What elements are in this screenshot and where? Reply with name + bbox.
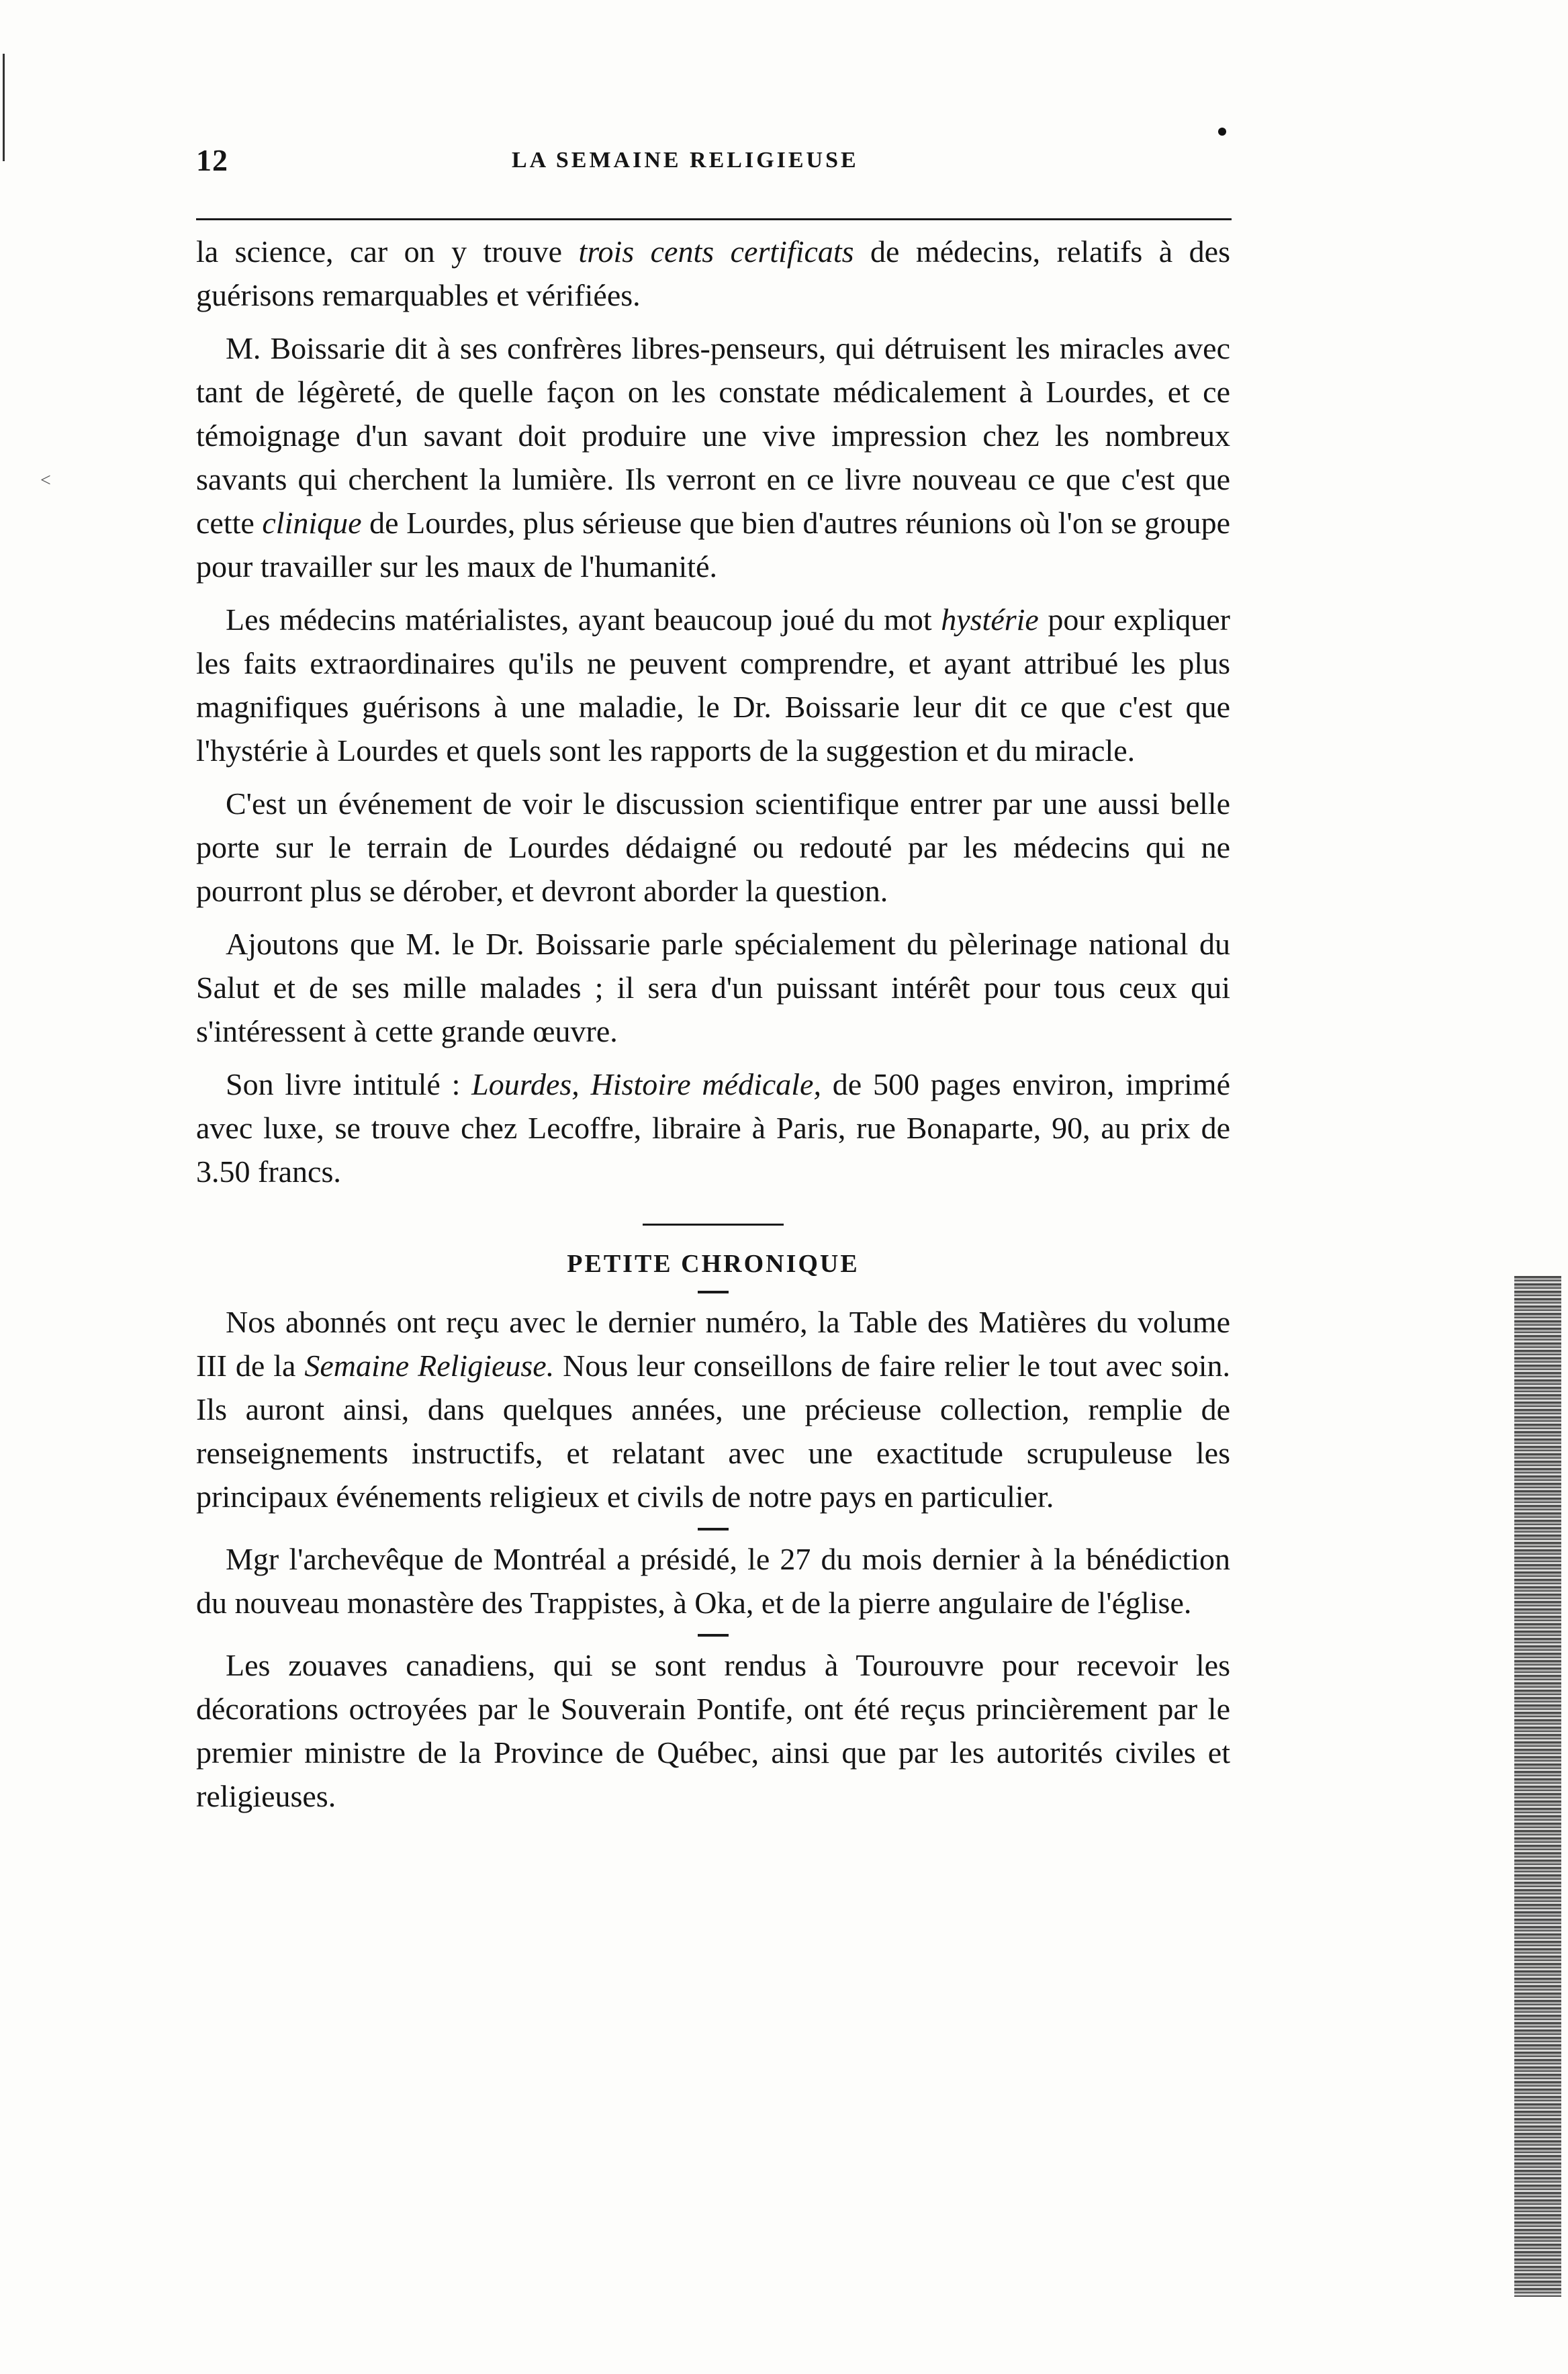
text-run: Nous leur conseillons de faire relier le tout avec soin. Ils auront ainsi, dans quelques années, une précieuse collection, remplie de renseignements instructifs, et relatant avec une exactitude scrupuleuse les principaux événements religieux et civils de notre pays en particulier. [196,1349,1230,1514]
italic-run: hystérie [941,602,1039,637]
text-run: pour expliquer les faits extraordinaires qu'ils ne peuvent comprendre, et ayant attribué les plus magnifiques guérisons à une maladie, le Dr. Boissarie leur dit ce que c'est que l'hystérie à Lourdes et quels sont les rapports de la suggestion et du miracle. [196,602,1230,768]
page-header [196,142,1230,183]
paragraph: Ajoutons que M. le Dr. Boissarie parle spécialement du pèlerinage national du Salut et de ses mille malades ; il sera d'un puissant intérêt pour tous ceux qui s'intéressent à cette grande œuvre. [196,927,1230,1048]
section-rule [643,1224,784,1226]
margin-mark: < [40,470,51,491]
text-run: M. Boissarie dit à ses confrères libres-penseurs, qui détruisent les miracles avec tant de légèreté, de quelle façon on les constate médicalement à Lourdes, et ce témoignage d'un savant doit produire une vive impression chez les nombreux savants qui cherchent la lumière. Ils verront en ce livre nouveau ce que c'est que cette [196,331,1230,540]
text-run: de Lourdes, plus sérieuse que bien d'autres réunions où l'on se groupe pour travailler sur les maux de l'humanité. [196,506,1231,584]
paragraph [196,326,1230,588]
italic-run: Semaine Religieuse. [304,1349,555,1383]
crop-mark [3,54,5,161]
article-body [196,230,1230,1827]
paragraph: Les zouaves canadiens, qui se sont rendus à Tourouvre pour recevoir les décorations octroyées par le Souverain Pontife, ont été reçus princièrement par le premier ministre de la Province de Québec, ainsi que par les autorités civiles et religieuses. [196,1648,1230,1813]
text-run: de 500 pages environ, imprimé avec luxe, se trouve chez Lecoffre, libraire à Paris, rue Bonaparte, 90, au prix de 3.50 francs. [196,1067,1230,1189]
text-run: de médecins, relatifs à des guérisons remarquables et vérifiées. [196,234,1230,312]
scan-edge-noise [1514,1276,1561,2297]
paragraph [196,598,1230,772]
header-rule [196,218,1232,220]
paragraph [196,230,1230,317]
italic-run: trois cents certificats [578,234,854,269]
separator-dash [698,1634,729,1637]
paragraph: Mgr l'archevêque de Montréal a présidé, le 27 du mois dernier à la bénédiction du nouveau monastère des Trappistes, à Oka, et de la pierre angulaire de l'église. [196,1542,1230,1620]
separator-dash [698,1528,729,1531]
paragraph [196,1300,1230,1518]
page-number: 12 [196,143,228,177]
text-run: Les médecins matérialistes, ayant beaucoup joué du mot [226,602,941,637]
ink-dot [1218,128,1226,136]
text-run: la science, car on y trouve [196,234,579,269]
paragraph [196,1062,1230,1193]
text-run: Nos abonnés ont reçu avec le dernier numéro, la Table des Matières du volume III de la [196,1305,1230,1383]
italic-run: Lourdes, Histoire médicale, [471,1067,821,1101]
text-run: Son livre intitulé : [226,1067,472,1101]
paragraph: C'est un événement de voir le discussion scientifique entrer par une aussi belle porte sur le terrain de Lourdes dédaigné ou redouté par les médecins qui ne pourront plus se dérober, et devront aborder la question. [196,786,1230,908]
separator-dash [698,1291,729,1293]
running-title: LA SEMAINE RELIGIEUSE [512,148,859,173]
section-title: PETITE CHRONIQUE [567,1250,860,1278]
italic-run: clinique [262,506,362,540]
